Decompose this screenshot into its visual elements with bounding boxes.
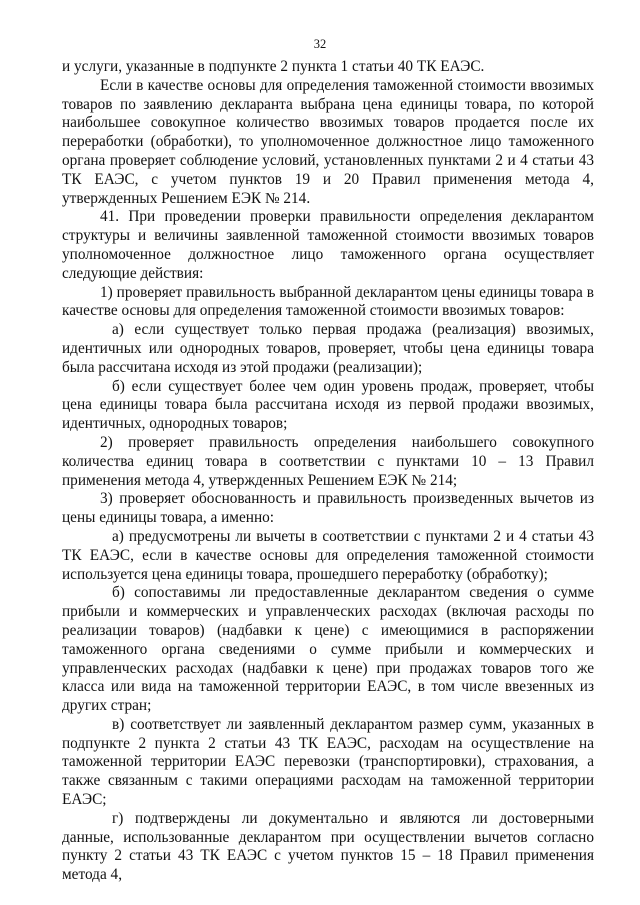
paragraph-12: г) подтверждены ли документально и являются ли достоверными данные, использованные декларантом при осуществлении вычетов согласно пункту 2 статьи 43 ТК ЕАЭС с учетом пунктов 15 – 18 Правил применения метода 4, <box>62 809 594 884</box>
paragraph-2: Если в качестве основы для определения таможенной стоимости ввозимых товаров по заявлению декларанта выбрана цена единицы товара, по которой наибольшее совокупное количество ввозимых товаров продается после их переработки (обработки), то уполномоченное должностное лицо таможенного органа проверяет соблюдение условий, установленных пунктами 2 и 4 статьи 43 ТК ЕАЭС, с учетом пунктов 19 и 20 Правил применения метода 4, утвержденных Решением ЕЭК № 214. <box>62 76 594 207</box>
paragraph-3: 41. При проведении проверки правильности определения декларантом структуры и величины заявленной таможенной стоимости ввозимых товаров уполномоченное должностное лицо таможенного органа осуществляет следующие действия: <box>62 208 594 282</box>
paragraph-4: 1) проверяет правильность выбранной декларантом цены единицы товара в качестве основы для определения таможенной стоимости ввозимых товаров: <box>62 283 594 320</box>
paragraph-10: б) сопоставимы ли предоставленные декларантом сведения о сумме прибыли и коммерческих и управленческих расходах (включая расходы по реализации товаров) (надбавки к цене) с имеющимися в распоряжении таможенного органа сведениями о сумме прибыли и коммерческих и управленческих расходах (надбавки к цене) при продажах товаров того же класса или вида на таможенной территории ЕАЭС, в том числе ввезенных из других стран; <box>62 584 594 715</box>
paragraph-1: и услуги, указанные в подпункте 2 пункта 1 статьи 40 ТК ЕАЭС. <box>62 58 485 75</box>
paragraph-9: а) предусмотрены ли вычеты в соответствии с пунктами 2 и 4 статьи 43 ТК ЕАЭС, если в качестве основы для определения таможенной стоимости используется цена единицы товара, прошедшего переработку (обработку); <box>62 527 594 583</box>
paragraph-6: б) если существует более чем один уровень продаж, проверяет, чтобы цена единицы товара была рассчитана исходя из первой продажи ввозимых, идентичных, однородных товаров; <box>62 377 594 433</box>
paragraph-11: в) соответствует ли заявленный декларантом размер сумм, указанных в подпункте 2 пункта 2 статьи 43 ТК ЕАЭС, расходам на осуществление на таможенной территории ЕАЭС перевозки (транспортировки), страхования, а также связанным с такими операциями расходам на таможенной территории ЕАЭС; <box>62 715 594 809</box>
page-number: 32 <box>313 37 327 51</box>
paragraph-8: 3) проверяет обоснованность и правильность произведенных вычетов из цены единицы товара, а именно: <box>62 490 594 527</box>
paragraph-7: 2) проверяет правильность определения наибольшего совокупного количества единиц товара в соответствии с пунктами 10 – 13 Правил применения метода 4, утвержденных Решением ЕЭК № 214; <box>62 433 594 489</box>
document-body <box>62 58 594 885</box>
paragraph-5: а) если существует только первая продажа (реализация) ввозимых, идентичных или однородных товаров, проверяет, чтобы цена единицы товара была рассчитана исходя из этой продажи (реализации); <box>62 321 594 376</box>
